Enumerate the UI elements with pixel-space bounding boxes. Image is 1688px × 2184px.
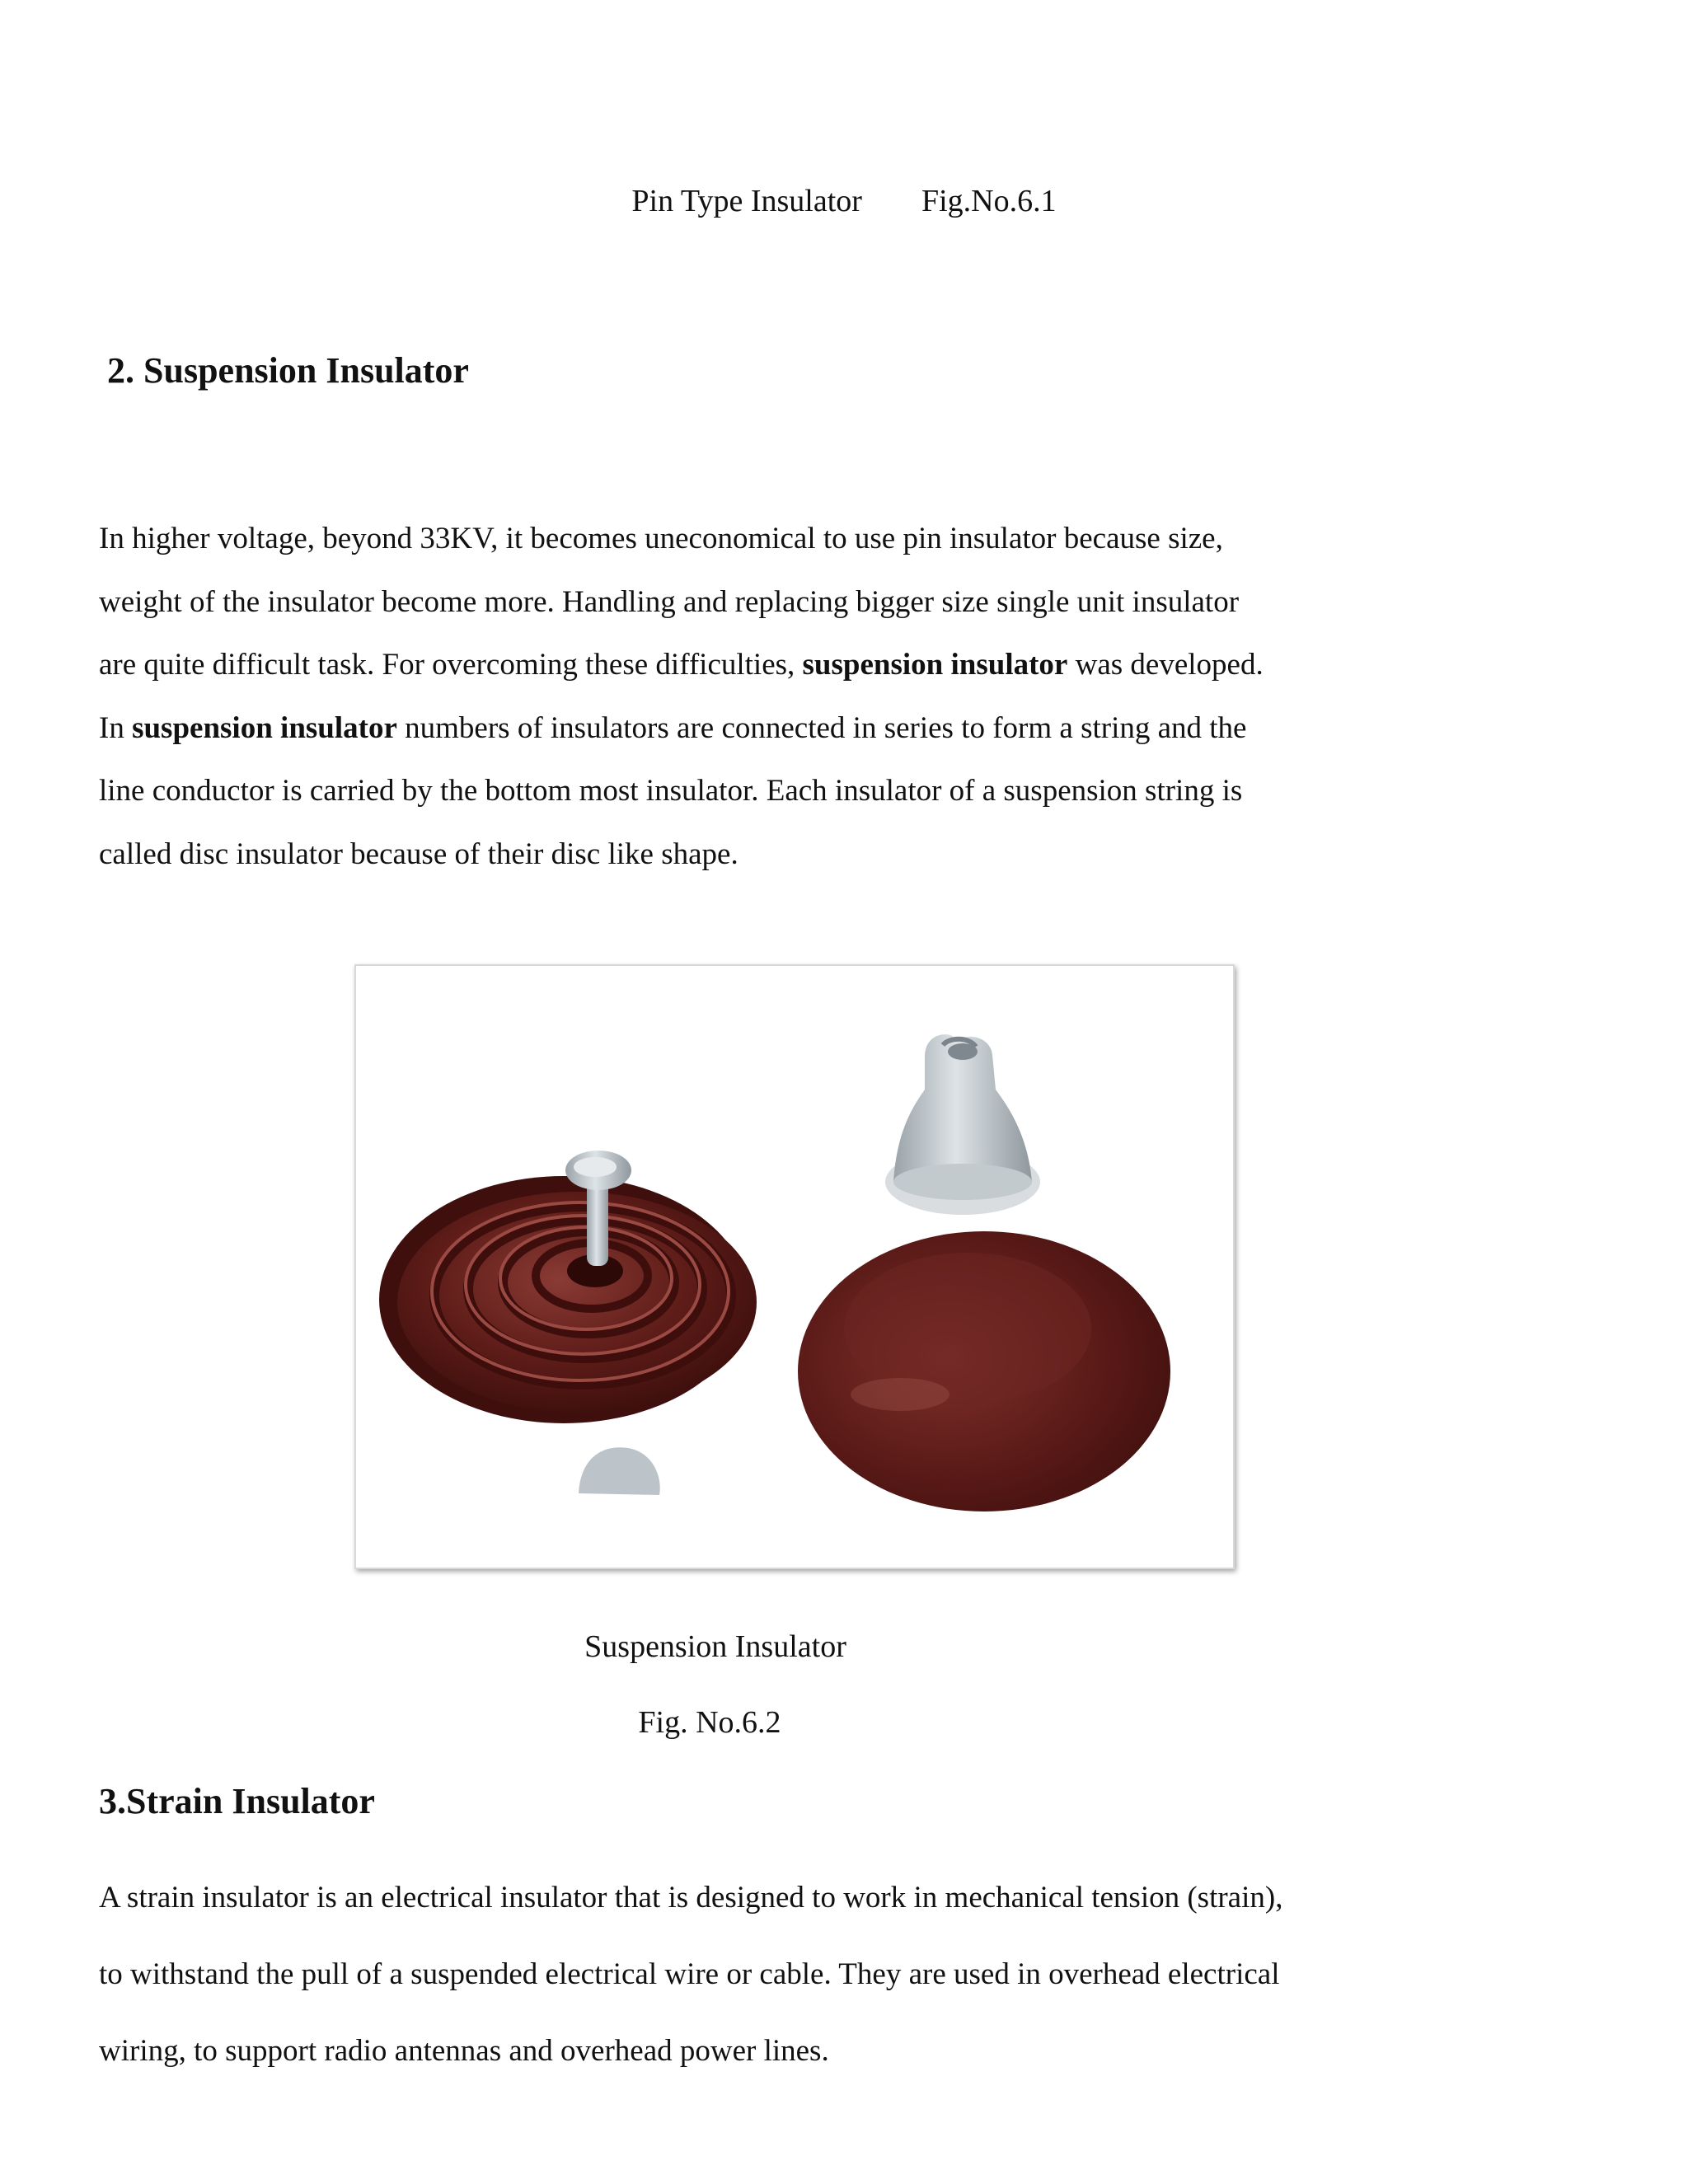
paragraph-line [99,823,1434,887]
suspension-insulator-illustration [356,966,1233,1568]
paragraph-line [99,1936,1434,2013]
paragraph-line [99,760,1434,823]
figure-6-2-number: Fig. No.6.2 [638,1705,781,1740]
text-run: to withstand the pull of a suspended electrical wire or cable. They are used in overhead electrical [99,1957,1280,1991]
text-run: called disc insulator because of their disc like shape. [99,837,738,871]
text-run: are quite difficult task. For overcoming these difficulties, [99,648,803,682]
figure-6-1-caption [0,180,1688,223]
text-run: In [99,710,133,745]
figure-6-2-caption: Suspension Insulator [584,1629,846,1664]
strain-paragraph [99,1859,1434,2089]
paragraph-line [99,571,1434,635]
section-heading-strain: 3.Strain Insulator [99,1781,375,1821]
text-run: line conductor is carried by the bottom most insulator. Each insulator of a suspension string is [99,774,1243,808]
paragraph-line [99,1859,1434,1936]
bold-term: suspension insulator [802,648,1068,682]
suspension-paragraph [99,508,1434,886]
paragraph-line [99,634,1434,697]
right-disc-insulator [798,1034,1170,1511]
suspension-insulator-photo [354,964,1235,1569]
figure-6-1-title: Pin Type Insulator [631,184,862,218]
figure-6-1-number: Fig.No.6.1 [921,184,1057,218]
text-run: weight of the insulator become more. Handling and replacing bigger size single unit insulator [99,584,1240,619]
text-run: In higher voltage, beyond 33KV, it becomes uneconomical to use pin insulator because size, [99,522,1223,555]
text-run: numbers of insulators are connected in series to form a string and the [396,710,1247,745]
paragraph-line [99,508,1434,571]
text-run: wiring, to support radio antennas and overhead power lines. [99,2034,829,2068]
text-run: A strain insulator is an electrical insulator that is designed to work in mechanical tension (strain), [99,1881,1283,1915]
bold-term: suspension insulator [132,710,397,745]
section-heading-suspension: 2. Suspension Insulator [107,350,469,391]
paragraph-line [99,2013,1434,2089]
left-disc-insulator [379,1151,757,1495]
text-run: was developed. [1067,648,1264,682]
paragraph-line [99,697,1434,761]
